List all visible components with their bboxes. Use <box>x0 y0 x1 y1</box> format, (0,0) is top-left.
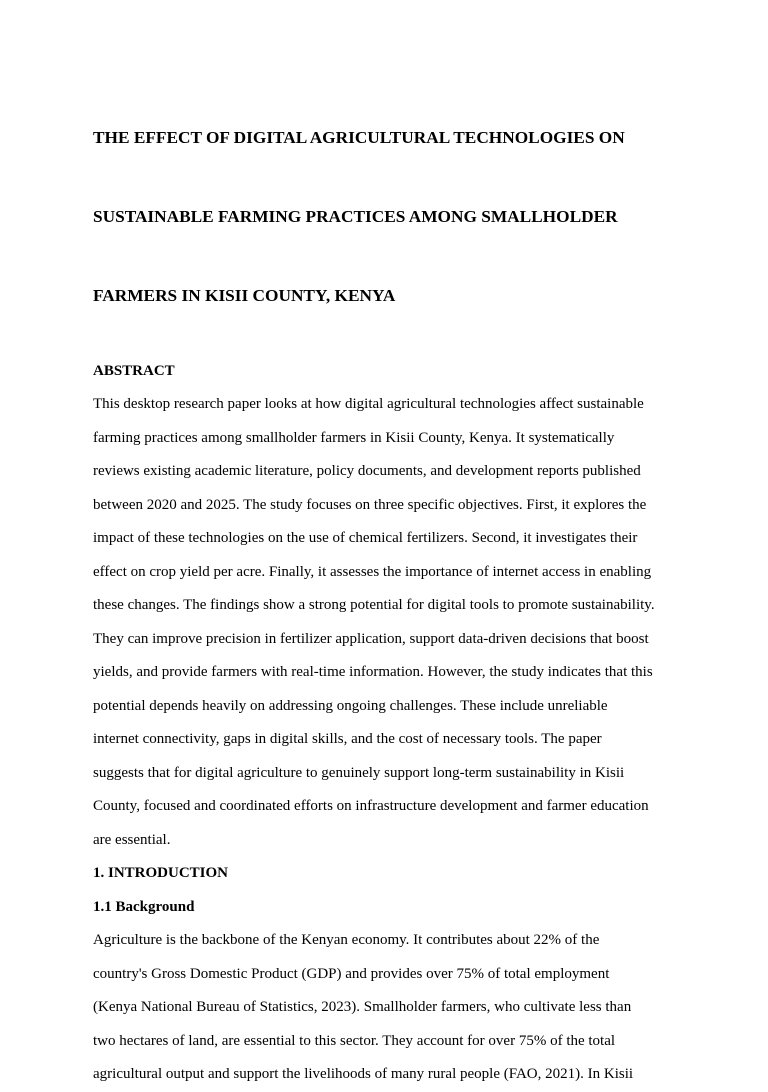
title-line: THE EFFECT OF DIGITAL AGRICULTURAL TECHNOLOGIES ON <box>93 127 625 147</box>
abstract-line: farming practices among smallholder farmers in Kisii County, Kenya. It systematically <box>93 429 615 446</box>
abstract-line: potential depends heavily on addressing ongoing challenges. These include unreliable <box>93 697 608 714</box>
document-page <box>93 78 678 1092</box>
abstract-line: between 2020 and 2025. The study focuses on three specific objectives. First, it explores the <box>93 496 647 513</box>
abstract-line: County, focused and coordinated efforts on infrastructure development and farmer education <box>93 798 649 814</box>
background-paragraph <box>93 924 678 1092</box>
title-line: FARMERS IN KISII COUNTY, KENYA <box>93 285 396 305</box>
abstract-line: This desktop research paper looks at how digital agricultural technologies affect sustainable <box>93 396 644 412</box>
background-line: (Kenya National Bureau of Statistics, 2023). Smallholder farmers, who cultivate less than <box>93 999 632 1015</box>
abstract-line: these changes. The findings show a strong potential for digital tools to promote sustainability. <box>93 597 655 613</box>
background-line: country's Gross Domestic Product (GDP) and provides over 75% of total employment <box>93 965 610 982</box>
abstract-line: They can improve precision in fertilizer application, support data-driven decisions that boost <box>93 630 649 647</box>
background-line: agricultural output and support the livelihoods of many rural people (FAO, 2021). In Kisii <box>93 1066 634 1082</box>
background-subheading: 1.1 Background <box>93 898 195 915</box>
abstract-line: are essential. <box>93 831 171 848</box>
title-line: SUSTAINABLE FARMING PRACTICES AMONG SMALLHOLDER <box>93 206 618 226</box>
paper-title <box>93 78 678 355</box>
background-line: Agriculture is the backbone of the Kenyan economy. It contributes about 22% of the <box>93 932 600 948</box>
abstract-line: internet connectivity, gaps in digital skills, and the cost of necessary tools. The paper <box>93 731 602 747</box>
abstract-line: reviews existing academic literature, policy documents, and development reports published <box>93 463 641 479</box>
introduction-heading: 1. INTRODUCTION <box>93 865 229 881</box>
abstract-line: yields, and provide farmers with real-time information. However, the study indicates that this <box>93 664 653 680</box>
abstract-heading: ABSTRACT <box>93 362 175 379</box>
abstract-line: suggests that for digital agriculture to genuinely support long-term sustainability in Kisii <box>93 764 625 781</box>
abstract-line: effect on crop yield per acre. Finally, it assesses the importance of internet access in enabling <box>93 563 652 580</box>
abstract-paragraph <box>93 388 678 857</box>
background-line: two hectares of land, are essential to this sector. They account for over 75% of the total <box>93 1032 616 1049</box>
abstract-line: impact of these technologies on the use of chemical fertilizers. Second, it investigates their <box>93 530 638 546</box>
